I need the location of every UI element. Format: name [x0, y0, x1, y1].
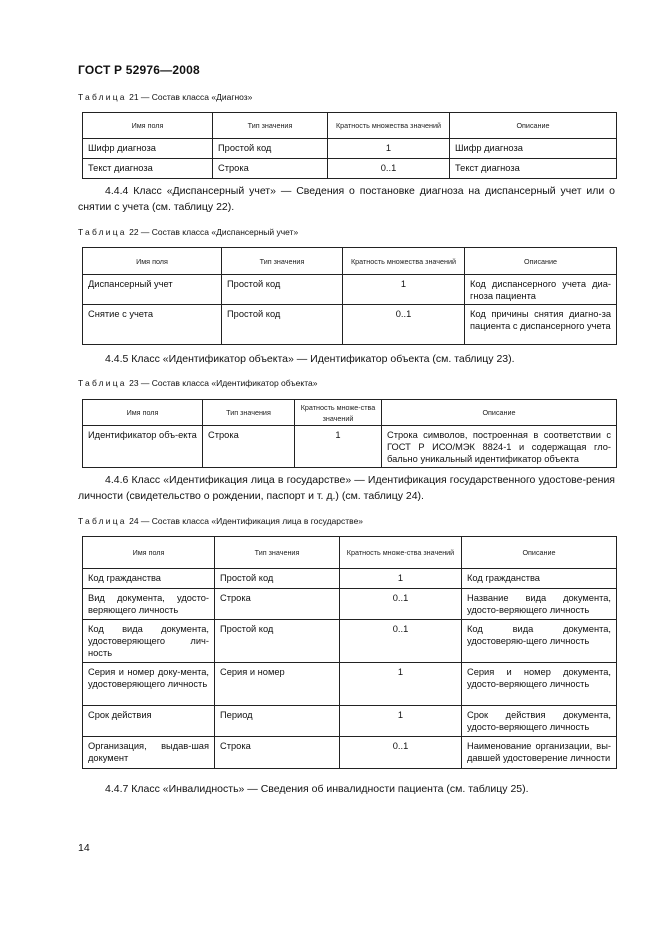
- cell-multiplicity: 1: [340, 569, 462, 589]
- cell-type: Простой код: [222, 305, 343, 345]
- table-row: [83, 569, 617, 589]
- col-header-type: Тип значения: [213, 113, 328, 139]
- cell-name: Вид документа, удосто-веряющего личность: [83, 589, 215, 620]
- col-header-name: Имя поля: [83, 400, 203, 426]
- col-header-name: Имя поля: [83, 248, 222, 275]
- table-21: [82, 112, 617, 179]
- table-row: [83, 706, 617, 737]
- cell-type: Простой код: [215, 569, 340, 589]
- col-header-name: Имя поля: [83, 537, 215, 569]
- col-header-multiplicity: Кратность множества значений: [328, 113, 450, 139]
- cell-type: Строка: [215, 589, 340, 620]
- cell-type: Строка: [203, 426, 295, 468]
- table-row: [83, 737, 617, 769]
- cell-type: Серия и номер: [215, 663, 340, 706]
- col-header-description: Описание: [465, 248, 617, 275]
- cell-name: Снятие с учета: [83, 305, 222, 345]
- paragraph-4-4-5: 4.4.5 Класс «Идентификатор объекта» — Идентификатор объекта (см. таблицу 23).: [105, 353, 515, 365]
- cell-description: Шифр диагноза: [450, 139, 617, 159]
- caption-text: 23 — Состав класса «Идентификатор объекта»: [126, 378, 318, 388]
- col-header-name: Имя поля: [83, 113, 213, 139]
- cell-type: Строка: [215, 737, 340, 769]
- table-21-caption: [78, 92, 252, 102]
- col-header-multiplicity: Кратность множества значений: [343, 248, 465, 275]
- cell-description: Наименование организации, вы-давшей удостоверение личности: [462, 737, 617, 769]
- col-header-multiplicity: Кратность множе-ства значений: [295, 400, 382, 426]
- table-row: [83, 139, 617, 159]
- cell-name: Организация, выдав-шая документ: [83, 737, 215, 769]
- table-word: Таблица: [78, 516, 127, 526]
- cell-multiplicity: 0..1: [340, 737, 462, 769]
- cell-multiplicity: 0..1: [340, 589, 462, 620]
- cell-description: Строка символов, построенная в соответствии с ГОСТ Р ИСО/МЭК 8824-1 и содержащая гло-бально уникальный идентификатор объекта: [382, 426, 617, 468]
- cell-type: Период: [215, 706, 340, 737]
- cell-multiplicity: 1: [343, 275, 465, 305]
- cell-name: Серия и номер доку-мента, удостоверяющего личность: [83, 663, 215, 706]
- col-header-multiplicity: Кратность множе-ства значений: [340, 537, 462, 569]
- cell-name: Код вида документа, удостоверяющего лич-ность: [83, 620, 215, 663]
- table-row: [83, 275, 617, 305]
- table-row: [83, 305, 617, 345]
- col-header-type: Тип значения: [222, 248, 343, 275]
- col-header-type: Тип значения: [215, 537, 340, 569]
- caption-text: 22 — Состав класса «Диспансерный учет»: [126, 227, 299, 237]
- cell-type: Строка: [213, 159, 328, 179]
- cell-description: Код причины снятия диагно-за пациента с диспансерного учета: [465, 305, 617, 345]
- table-24: [82, 536, 617, 769]
- cell-name: Идентификатор объ-екта: [83, 426, 203, 468]
- cell-name: Шифр диагноза: [83, 139, 213, 159]
- cell-name: Код гражданства: [83, 569, 215, 589]
- cell-type: Простой код: [213, 139, 328, 159]
- cell-multiplicity: 1: [295, 426, 382, 468]
- cell-multiplicity: 0..1: [328, 159, 450, 179]
- cell-description: Текст диагноза: [450, 159, 617, 179]
- cell-description: Код вида документа, удостоверяю-щего личность: [462, 620, 617, 663]
- cell-multiplicity: 0..1: [340, 620, 462, 663]
- paragraph-4-4-7: 4.4.7 Класс «Инвалидность» — Сведения об инвалидности пациента (см. таблицу 25).: [105, 783, 529, 795]
- cell-name: Диспансерный учет: [83, 275, 222, 305]
- table-word: Таблица: [78, 92, 127, 102]
- table-23-caption: [78, 378, 317, 388]
- cell-multiplicity: 1: [328, 139, 450, 159]
- col-header-type: Тип значения: [203, 400, 295, 426]
- cell-multiplicity: 1: [340, 706, 462, 737]
- cell-description: Название вида документа, удосто-веряющего личность: [462, 589, 617, 620]
- table-row: [83, 663, 617, 706]
- page-number: 14: [78, 842, 90, 854]
- cell-multiplicity: 1: [340, 663, 462, 706]
- col-header-description: Описание: [382, 400, 617, 426]
- table-22-caption: [78, 227, 298, 237]
- cell-name: Текст диагноза: [83, 159, 213, 179]
- cell-type: Простой код: [215, 620, 340, 663]
- cell-multiplicity: 0..1: [343, 305, 465, 345]
- table-23: [82, 399, 617, 468]
- caption-text: 24 — Состав класса «Идентификация лица в государстве»: [126, 516, 364, 526]
- caption-text: 21 — Состав класса «Диагноз»: [126, 92, 253, 102]
- cell-description: Срок действия документа, удосто-веряющего личность: [462, 706, 617, 737]
- cell-name: Срок действия: [83, 706, 215, 737]
- table-row: [83, 159, 617, 179]
- cell-description: Серия и номер документа, удосто-веряющего личность: [462, 663, 617, 706]
- table-row: [83, 589, 617, 620]
- paragraph-4-4-4: 4.4.4 Класс «Диспансерный учет» — Сведения о постановке диагноза на диспансерный учет или о снятии с учета (см. таблицу 22).: [78, 185, 615, 213]
- paragraph-4-4-6: 4.4.6 Класс «Идентификация лица в государстве» — Идентификация государственного удостове-рения личности (свидетельство о рождении, паспорт и т. д.) (см. таблицу 24).: [78, 474, 615, 502]
- table-word: Таблица: [78, 227, 127, 237]
- cell-description: Код диспансерного учета диа-гноза пациента: [465, 275, 617, 305]
- cell-type: Простой код: [222, 275, 343, 305]
- table-row: [83, 426, 617, 468]
- table-22: [82, 247, 617, 345]
- document-header: ГОСТ Р 52976—2008: [78, 63, 200, 77]
- table-row: [83, 620, 617, 663]
- cell-description: Код гражданства: [462, 569, 617, 589]
- table-24-caption: [78, 516, 363, 526]
- col-header-description: Описание: [462, 537, 617, 569]
- table-word: Таблица: [78, 378, 127, 388]
- col-header-description: Описание: [450, 113, 617, 139]
